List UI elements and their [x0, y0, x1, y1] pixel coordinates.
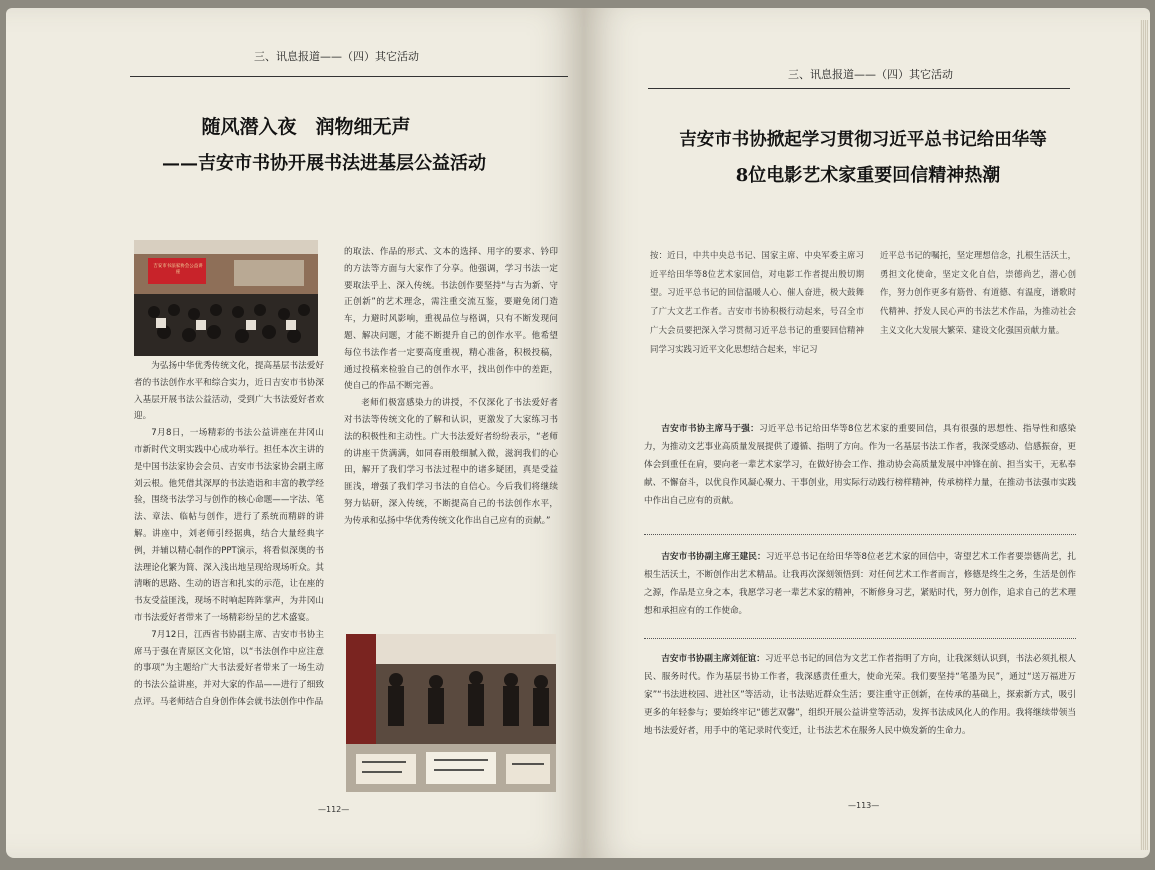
left-column-2 [344, 244, 558, 530]
right-page [584, 8, 1150, 858]
speech-1 [644, 420, 1076, 510]
right-running-head: 三、讯息报道——（四）其它活动 [788, 68, 953, 81]
left-col1-para: 7月12日，江西省书协副主席、吉安市书协主席马于强在青原区文化馆，以“书法创作中应注意的事项”为主题给广大书法爱好者带来了一场生动的书法公益讲座，并对大家的作品——进行了细致点评。马老师结合自身创作体会就书法创作中作品 [134, 629, 324, 707]
left-col2-para: 的取法、作品的形式、文本的选择、用字的要求、钤印的方法等方面与大家作了分享。他强调，学习书法一定要取法乎上、深入传统。书法创作要坚持“与古为新、守正创新”的艺术理念，需注重交流互鉴，要避免闭门造车，力避时风影响，重视品位与格调，只有不断发现问题、解决问题，才能不断提升自己的创作水平。他希望每位书法作者一定要高度重视，精心准备，积极投稿，通过投稿来检验自己的创作水平，找出创作中的差距，使自己的作品不断完善。 [344, 247, 558, 392]
right-header-rule [648, 88, 1070, 89]
dotted-divider [644, 638, 1076, 639]
speech-3 [644, 650, 1076, 740]
left-page [6, 8, 584, 858]
right-folio: —113— [848, 801, 880, 810]
lecture-photo [134, 240, 318, 356]
left-col1-para: 为弘扬中华优秀传统文化，提高基层书法爱好者的书法创作水平和综合实力，近日吉安市书协深入基层开展书法公益活动，受到广大书法爱好者欢迎。 [134, 361, 324, 422]
page-edges [1140, 20, 1148, 850]
editor-note-col1: 按：近日，中共中央总书记、国家主席、中央军委主席习近平给田华等8位艺术家回信，对电影工作者提出殷切期望。习近平总书记的回信温暖人心、催人奋进，极大鼓舞了广大文艺工作者。吉安市书协积极行动起来，号召全市广大会员要把深入学习贯彻习近平总书记的重要回信精神同学习实践习近平文化思想结合起来，牢记习 [650, 250, 864, 354]
speaker-name: 吉安市书协主席马于强： [661, 424, 760, 434]
editor-note-col2: 近平总书记的嘱托，坚定理想信念，扎根生活沃土，勇担文化使命，坚定文化自信，崇德尚艺，潜心创作，努力创作更多有筋骨、有道德、有温度，谱歌时代精神、抒发人民心声的书法艺术作品，为推动社会主义文化大发展大繁荣、建设文化强国贡献力量。 [880, 250, 1076, 335]
speech-text: 习近平总书记的回信为文艺工作者指明了方向，让我深刻认识到，书法必须扎根人民、服务时代。作为基层书协工作者，我深感责任重大，使命光荣。我们要坚持“笔墨为民”，通过“送万福进万家”“书法进校园、进社区”等活动，让书法贴近群众生活；要注重守正创新，在传承的基础上，探索新方式，吸引更多的年轻参与；要始终牢记“德艺双馨”，组织开展公益讲堂等活动，发挥书法成风化人的作用。我将继续带领当地书法爱好者，用手中的笔记录时代变迁，让书法艺术在服务人民中焕发新的生命力。 [644, 654, 1076, 736]
critique-photo-image [346, 634, 556, 792]
left-running-head: 三、讯息报道——（四）其它活动 [254, 50, 419, 63]
speaker-name: 吉安市书协副主席王建民： [661, 552, 766, 562]
left-col2-para: 老师们极富感染力的讲授，不仅深化了书法爱好者对书法等传统文化的了解和认识，更激发了大家练习书法的积极性和主动性。广大书法爱好者纷纷表示，“老师的讲座干货满满，如同春雨般细腻入微，滋润我们的心田，解开了我们学习书法过程中的诸多疑团，真是受益匪浅，增强了我们学习书法的自信心。今后我们将继续努力钻研，深入传统，不断提高自己的书法创作水平，为传承和弘扬中华优秀传统文化作出自己应有的贡献。” [344, 398, 558, 526]
speech-text: 习近平总书记给田华等8位艺术家的重要回信，具有很强的思想性、指导性和感染力，为推动文艺事业高质量发展提供了遵循、指明了方向。作为一名基层书法工作者，我深受感动、信感振奋，更体会到重任在肩，要向老一辈艺术家学习，在做好协会工作、推动协会高质量发展中冲锋在前、担当实干，无私奉献、不懈奋斗，以优良作风凝心聚力、干事创业，用实际行动践行榜样精神，传承榜样力量，在推动书法强市实践中作出自己应有的贡献。 [644, 424, 1076, 506]
speech-2 [644, 548, 1076, 620]
lecture-banner-text: 吉安市书法家协会公益讲座 [153, 264, 203, 275]
left-title-line2: ——吉安市书协开展书法进基层公益活动 [162, 153, 486, 174]
left-title-line1: 随风潜入夜 润物细无声 [201, 116, 411, 138]
dotted-divider [644, 534, 1076, 535]
critique-photo [346, 634, 556, 792]
speech-text: 习近平总书记在给田华等8位老艺术家的回信中，寄望艺术工作者要崇德尚艺，扎根生活沃土，不断创作出艺术精品。让我再次深刻领悟到：对任何艺术工作者而言，修德是终生之务，生活是创作之源，作品是立身之本，我愿学习老一辈艺术家的精神，不断修身习艺，紧贴时代，努力创作，追求自己的艺术理想和承担应有的工作使命。 [644, 552, 1076, 616]
left-col1-para: 7月8日，一场精彩的书法公益讲座在井冈山市新时代文明实践中心成功举行。担任本次主讲的是中国书法家协会会员、吉安市书法家协会副主席刘云根。他凭借其深厚的书法造诣和丰富的教学经验，围绕书法学习与创作的核心命题——字法、笔法、章法、临帖与创作，进行了系统而精辟的讲解。讲座中，刘老师引经据典，结合大量经典字例，并辅以精心制作的PPT演示，将看似深奥的书法理论化繁为简、深入浅出地呈现给现场听众。其清晰的思路、生动的语言和扎实的示范，让在座的书友受益匪浅，现场不时响起阵阵掌声，为井冈山市书法爱好者带来了一场精彩纷呈的艺术盛宴。 [134, 428, 324, 623]
right-title-line1: 吉安市书协掀起学习贯彻习近平总书记给田华等 [679, 130, 1047, 150]
right-title-line2: 8位电影艺术家重要回信精神热潮 [735, 165, 1001, 186]
left-column-1 [134, 358, 324, 711]
speaker-name: 吉安市书协副主席刘征谊： [661, 654, 765, 664]
left-folio: —112— [318, 805, 350, 814]
lecture-photo-image [134, 240, 318, 356]
left-header-rule [130, 76, 568, 77]
